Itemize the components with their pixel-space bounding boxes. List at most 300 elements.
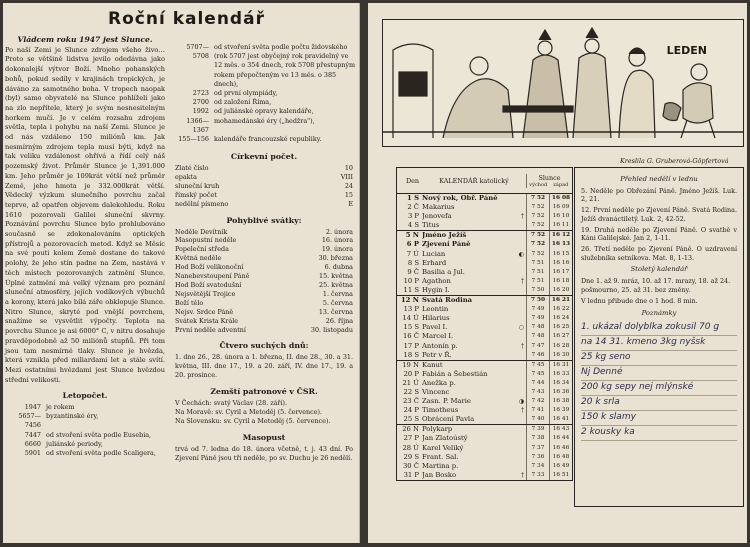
- kv-row: [175, 299, 353, 308]
- kv-row: [175, 263, 353, 272]
- sunrise: 7 52: [526, 203, 549, 212]
- day-label: 3 P: [407, 212, 419, 221]
- sunset: 16 30: [549, 351, 572, 360]
- calendar-row: [397, 268, 572, 277]
- saint-name: [422, 397, 526, 406]
- era-year: 6660: [24, 439, 41, 448]
- sunrise: 7 34: [526, 462, 549, 471]
- header-day: Den: [405, 176, 419, 185]
- sunset: 16 21: [549, 296, 572, 305]
- prehled-item: 5. Neděle po Obřezání Páně. Jméno Ježíš. Luk. 2, 21.: [581, 186, 737, 204]
- saint-name-text: Anežka p.: [422, 378, 456, 387]
- saint-name-text: Zasn. P. Marie: [422, 397, 471, 406]
- calendar-week: [397, 194, 572, 231]
- day-label: 16 Č: [402, 332, 419, 341]
- saint-name-text: Lucian: [422, 249, 446, 258]
- cirkevni-value: 24: [344, 181, 353, 190]
- poznamky-heading: Poznámky: [641, 309, 677, 318]
- calendar-row: [397, 203, 572, 212]
- saint-name-text: Jan Zlatoústý: [422, 434, 468, 443]
- day-label: 21 Ú: [402, 378, 419, 387]
- sunset: 16 48: [549, 453, 572, 462]
- prehled-item: 12. První neděle po Zjevení Páně. Svatá Rodina. Ježíš dvanáctiletý. Luk. 2, 42-52.: [581, 206, 737, 223]
- era-year: 1366—1367: [186, 116, 209, 134]
- day-label: 5 N: [405, 231, 419, 240]
- patron-line: V Čechách: svatý Václav (28. září).: [175, 399, 288, 408]
- calendar-row: [397, 259, 572, 268]
- letopocet-heading: Letopočet.: [62, 391, 108, 401]
- saint-name: [422, 221, 526, 230]
- sunrise: 7 41: [526, 406, 549, 415]
- sunset: 16 44: [549, 434, 572, 443]
- calendar-row: [397, 332, 572, 341]
- saint-name: [422, 286, 526, 295]
- sunrise: 7 45: [526, 370, 549, 379]
- calendar-row: [397, 462, 572, 471]
- kv-row: [175, 228, 353, 237]
- handwritten-line: na 14 31. kmeno 3kg nyšsk: [581, 336, 737, 351]
- calendar-row: [397, 250, 572, 259]
- sunset: 16 24: [549, 314, 572, 323]
- saint-name-text: Petr v Ř.: [422, 350, 452, 359]
- saint-name-text: Svatá Rodina: [422, 296, 473, 305]
- cirkevni-value: VIII: [340, 172, 353, 181]
- saint-name: [422, 370, 526, 379]
- saint-name: [422, 194, 526, 203]
- sunset: 16 51: [549, 471, 572, 480]
- calendar-symbol-icon: †: [521, 342, 524, 350]
- sunrise: 7 52: [526, 194, 549, 203]
- january-illustration: [383, 20, 743, 146]
- era-text: od založení Říma,: [214, 98, 272, 107]
- era-year: 1992: [192, 107, 209, 116]
- sunset: 16 39: [549, 406, 572, 415]
- handwritten-line: 25 kg seno: [581, 351, 737, 366]
- era-left-list: [5, 403, 165, 458]
- cirkevni-list: [175, 164, 353, 209]
- day-label: 10 P: [403, 276, 419, 285]
- sunrise: 7 51: [526, 259, 549, 268]
- sunrise: 7 52: [526, 240, 549, 249]
- era-row: [173, 43, 357, 89]
- ruler-text: Po naší Zemi je Slunce zdrojem všeho živo… Proto se většině lidstva jevilo odedávna jako dokonalejší výtvor Boží. Mnoho pohanských bohů, pokud sedíly v krajinách tropických, je dáváno za samotného boha. V tropech naopak (byl) samo obyvatelé na Slunce pohlíželi jako na zlo nepřítele, který je svým nesnesitelným horkem mučí. Je v celém rozsahu zdrojem světla, tepla i pohybu na naší Zemi. Slunce je od nás vzdáleno 150 miliónů km. Jak nesmírným zdrojem tepla musí býti, když na tak veliku vzdálenost ohřívá a řídí celý náš pozemský život. Průměr Slunce je 1,391.000 km. Jeho průměr je 109krát větší než průměr Země, jeho hmota je 332.000krát větší. Vědecký výzkum slunečního povrchu začal teprve, až opatřen objevem dalekohledu. Roku 1610 pozorovali Galilei sluneční skvrny. Poznávání povrchu Slunce bylo prohlubováno současně se zdokonalováním optických přístrojů a pozorovacích metod. Když se Měsíc na své pouti kolem Země dostane do takové polohy, že jeho stín padne na Zem, nastává v těch místech pozorovaných zatmění Slunce. Úplné zatmění má velký význam pro poznání sluneční atmosféry, jejích vodíkových výbuchů a korony, která jako bílá záře obklopuje Slunce. Nitro Slunce, skryté pod vnější povrchem, snažíme se vysvětlit výpočty. Teplota na povrchu Slunce je asi 6000° C, v nitru dosahuje pravděpodobně až 50 miliónů stupňů. Při tom jsou tam nesmírné tlaky. Slunce je hvězda, která vznikla před miliardami let a stále svítí. Mezi ostatními hvězdami jest Slunce hvězdou střední velikosti.: [5, 45, 165, 384]
- sunset: 16 33: [549, 370, 572, 379]
- saint-name: [422, 406, 526, 415]
- era-text: od první olympiády,: [214, 89, 278, 98]
- saint-name: [422, 296, 526, 305]
- sunrise: 7 42: [526, 397, 549, 406]
- day-label: 15 S: [403, 323, 419, 332]
- sunrise: 7 36: [526, 453, 549, 462]
- saint-name: [422, 444, 526, 453]
- svatky-label: Nejsv. Srdce Páně: [175, 307, 234, 316]
- kv-row: [175, 272, 353, 281]
- cirkevni-label: epakta: [175, 172, 197, 181]
- sunset: 16 49: [549, 462, 572, 471]
- saint-name-text: Pavel I.: [422, 323, 448, 332]
- calendar-row: [397, 434, 572, 443]
- sunset: 16 34: [549, 379, 572, 388]
- day-label: 19 N: [402, 360, 419, 369]
- saint-name: [422, 351, 526, 360]
- sunset: 16 13: [549, 240, 572, 249]
- era-row: [173, 135, 357, 144]
- calendar-row: [397, 415, 572, 424]
- era-year: 2723: [192, 89, 209, 98]
- sunrise: 7 48: [526, 332, 549, 341]
- sunset: 16 27: [549, 332, 572, 341]
- saint-name: [422, 453, 526, 462]
- era-row: [173, 107, 357, 116]
- era-year: 5707—5708: [186, 43, 209, 61]
- saint-name: [422, 240, 526, 249]
- kv-row: [175, 200, 353, 209]
- calendar-row: [397, 296, 572, 305]
- saint-name-text: Obrácení Pavla: [422, 415, 475, 424]
- sunset: 16 11: [549, 221, 572, 230]
- saint-name-text: Antonín p.: [422, 341, 458, 350]
- month-title: LEDEN: [666, 44, 707, 57]
- patron-line: Na Moravě: sv. Cyril a Metoděj (5. července).: [175, 408, 323, 417]
- calendar-header: [397, 168, 572, 194]
- saint-name-text: Hilarius: [422, 314, 450, 323]
- calendar-row: [397, 305, 572, 314]
- day-label: 22 S: [403, 387, 419, 396]
- kv-row: [175, 317, 353, 326]
- sunset: 16 08: [549, 194, 572, 203]
- svatky-value: 19. února: [321, 245, 353, 254]
- day-label: 9 Č: [407, 267, 419, 276]
- sunrise: 7 47: [526, 342, 549, 351]
- sunset: 16 18: [549, 277, 572, 286]
- sunrise: 7 52: [526, 231, 549, 240]
- calendar-symbol-icon: ◑: [518, 398, 524, 406]
- era-text: od stvoření světa podle počtu židovského (rok 5707 jest obyčejný rok pravidelný ve 12 měs. o 354 dnech, rok 5708 přestupným rokem přepočteným ve 13 měs. o 385 dnech),: [214, 43, 356, 88]
- sunset: 16 36: [549, 388, 572, 397]
- day-label: 2 Č: [407, 203, 419, 212]
- sunrise: 7 50: [526, 296, 549, 305]
- era-row: [5, 403, 165, 412]
- kv-row: [175, 191, 353, 200]
- saint-name-text: Jméno Ježíš: [422, 231, 467, 240]
- cirkevni-value: 15: [344, 190, 353, 199]
- day-label: 24 P: [403, 406, 419, 415]
- calendar-row: [397, 370, 572, 379]
- svatky-value: 26. října: [325, 316, 353, 325]
- saint-name-text: Erhard: [422, 258, 447, 267]
- saint-name-text: Hygin I.: [422, 285, 450, 294]
- calendar-symbol-icon: †: [521, 213, 524, 221]
- day-label: 12 N: [400, 296, 419, 305]
- day-label: 28 Ú: [402, 443, 419, 452]
- saint-name-text: Marcel I.: [422, 332, 454, 341]
- sunrise: 7 44: [526, 379, 549, 388]
- sunrise: 7 40: [526, 415, 549, 424]
- saint-name-text: Frant. Sal.: [422, 452, 459, 461]
- saint-name: [422, 415, 526, 424]
- saint-name-text: Zjevení Páně: [422, 240, 471, 249]
- sunset: 16 46: [549, 444, 572, 453]
- calendar-row: [397, 397, 572, 406]
- kv-row: [175, 245, 353, 254]
- calendar-symbol-icon: ◐: [518, 250, 524, 258]
- svatky-label: Masopustní neděle: [175, 236, 237, 245]
- handwritten-line: 200 kg sepy nej mlýnské: [581, 381, 737, 396]
- saint-name: [422, 259, 526, 268]
- handwritten-line: 1. ukázal dolyblka zokusil 70 g: [581, 321, 737, 336]
- svatky-label: Hod Boží velikonoční: [175, 263, 244, 272]
- svatky-label: Neděle Devítník: [175, 227, 228, 236]
- sunset: 16 31: [549, 361, 572, 370]
- day-label: 29 S: [403, 452, 419, 461]
- sunset: 16 20: [549, 286, 572, 295]
- calendar-symbol-icon: †: [521, 407, 524, 415]
- calendar-row: [397, 240, 572, 249]
- sunset: 16 09: [549, 203, 572, 212]
- sunrise: 7 51: [526, 268, 549, 277]
- era-row: [5, 412, 165, 430]
- masopust-heading: Masopust: [242, 432, 286, 442]
- calendar-week: [397, 296, 572, 361]
- calendar-row: [397, 471, 572, 480]
- sunrise: 7 38: [526, 434, 549, 443]
- kv-row: [175, 164, 353, 173]
- saint-name: [422, 388, 526, 397]
- sunrise: 7 43: [526, 388, 549, 397]
- sunrise: 7 33: [526, 471, 549, 480]
- handwritten-line: 150 k slamy: [581, 411, 737, 426]
- svatky-value: 25. května: [319, 280, 353, 289]
- den-text: V lednu přibude dne o 1 hod. 8 min.: [581, 297, 698, 306]
- saint-name-text: Karel Veliký: [422, 443, 464, 452]
- calendar-row: [397, 342, 572, 351]
- saint-name: [422, 314, 526, 323]
- saint-name-text: Leontin: [422, 305, 449, 314]
- saint-name: [422, 462, 526, 471]
- era-row: [173, 89, 357, 98]
- svatky-label: Svátek Krista Krále: [175, 316, 239, 325]
- header-calendar: KALENDÁŘ katolický: [439, 176, 509, 185]
- calendar-row: [397, 286, 572, 295]
- saint-name-text: Timotheus: [422, 406, 459, 415]
- cirkevni-heading: Církevní počet.: [230, 152, 298, 161]
- kv-row: [175, 182, 353, 191]
- calendar-row: [397, 425, 572, 434]
- day-label: 8 S: [407, 258, 419, 267]
- sunrise: 7 52: [526, 250, 549, 259]
- sunset: 16 22: [549, 305, 572, 314]
- era-text: mohamedánské éry („hedžra"),: [214, 116, 315, 125]
- saint-name: [422, 379, 526, 388]
- day-label: 6 P: [406, 240, 419, 249]
- calendar-row: [397, 388, 572, 397]
- saint-name: [422, 250, 526, 259]
- era-right-list: [173, 43, 357, 144]
- saint-name-text: Makarius: [422, 203, 455, 212]
- svatky-label: Hod Boží svatodušní: [175, 280, 242, 289]
- handwritten-line: Nj Denné: [581, 366, 737, 381]
- ruler-heading: Vládcem roku 1947 jest Slunce.: [17, 35, 153, 44]
- cirkevni-label: sluneční kruh: [175, 181, 220, 190]
- era-year: 155—156: [178, 135, 209, 144]
- suche-heading: Čtvero suchých dnů:: [219, 341, 309, 351]
- calendar-row: [397, 221, 572, 230]
- era-row: [5, 431, 165, 440]
- era-text: kalendáře francouzské republiky.: [214, 135, 322, 144]
- cirkevni-label: Zlaté číslo: [175, 164, 209, 172]
- sunrise: 7 45: [526, 361, 549, 370]
- svatky-value: 30. listopadu: [310, 325, 353, 334]
- stolety-text: Dne 1. až 9. mráz, 10. až 17. mrazy, 18. až 24. pošmourno, 25. až 31. bez změny.: [581, 277, 731, 294]
- era-year: 5901: [24, 449, 41, 458]
- era-year: 5657—7456: [18, 412, 41, 430]
- saint-name-text: Polykarp: [422, 425, 453, 434]
- saint-name-text: Fabián a Šebestián: [422, 369, 488, 378]
- day-label: 30 Č: [402, 461, 419, 470]
- day-label: 25 S: [403, 415, 419, 424]
- svatky-value: 6. dubna: [324, 263, 353, 272]
- sunrise: 7 51: [526, 277, 549, 286]
- calendar-row: [397, 444, 572, 453]
- svatky-value: 16. února: [321, 236, 353, 245]
- day-label: 17 P: [403, 341, 419, 350]
- sunrise: 7 52: [526, 212, 549, 221]
- cirkevni-value: E: [348, 199, 353, 208]
- header-set: západ: [553, 181, 569, 188]
- saint-name: [422, 305, 526, 314]
- svatky-label: Popeleční středa: [175, 245, 229, 254]
- calendar-week: [397, 425, 572, 480]
- patroni-heading: Zemští patronové v ČSR.: [210, 387, 318, 397]
- middle-column: [175, 145, 353, 463]
- saint-name-text: Vincenc: [422, 387, 450, 396]
- sunset: 16 43: [549, 425, 572, 434]
- saint-name: [422, 471, 526, 480]
- era-text: je rokem: [46, 403, 75, 412]
- saint-name: [422, 268, 526, 277]
- patron-line: Na Slovensku: sv. Cyril a Metoděj (5. července).: [175, 416, 331, 425]
- calendar-symbol-icon: †: [521, 277, 524, 285]
- illustration-banner: [382, 19, 744, 147]
- era-text: juliánské periody,: [46, 439, 103, 448]
- left-column: [5, 35, 165, 458]
- svatky-value: 5. června: [322, 298, 353, 307]
- saint-name: [422, 434, 526, 443]
- svatky-heading: Pohyblivé svátky:: [226, 215, 302, 225]
- era-row: [173, 98, 357, 107]
- day-label: 31 P: [403, 470, 419, 479]
- svatky-label: První neděle adventní: [175, 325, 246, 334]
- saint-name: [422, 231, 526, 240]
- prehled-list: [581, 187, 737, 263]
- day-label: 26 N: [402, 425, 419, 434]
- cirkevni-value: 10: [344, 164, 353, 172]
- calendar-row: [397, 453, 572, 462]
- patroni-list: [175, 399, 353, 426]
- svatky-label: Boží tělo: [175, 298, 204, 307]
- saint-name-text: Jenovefa: [422, 212, 452, 221]
- left-page: [3, 3, 360, 543]
- saint-name: [422, 323, 526, 332]
- era-text: byzantinské éry,: [46, 412, 99, 421]
- calendar-table: [396, 167, 573, 481]
- era-text: od juliánské opravy kalendáře,: [214, 107, 314, 116]
- day-label: 23 Č: [402, 397, 419, 406]
- handwritten-line: 2 kousky ka: [581, 426, 737, 441]
- masopust-text: trvá od 7. ledna do 18. února včetně, t. j. 43 dní. Po Zjevení Páně jsou tři neděle, po sv. Duchu je 26 nedělí.: [175, 444, 353, 462]
- calendar-row: [397, 323, 572, 332]
- sunset: 16 38: [549, 397, 572, 406]
- saint-name-text: Martina p.: [422, 461, 459, 470]
- right-page: [368, 3, 747, 543]
- day-label: 27 P: [403, 434, 419, 443]
- sunset: 16 41: [549, 415, 572, 424]
- calendar-row: [397, 314, 572, 323]
- sunset: 16 16: [549, 259, 572, 268]
- day-label: 4 S: [407, 221, 419, 230]
- era-year: 1947: [24, 403, 41, 412]
- svatky-label: Květná neděle: [175, 254, 222, 263]
- svatky-value: 30. března: [318, 254, 353, 263]
- sunrise: 7 39: [526, 425, 549, 434]
- day-label: 18 S: [403, 350, 419, 359]
- calendar-row: [397, 361, 572, 370]
- handwritten-line: 20 k srla: [581, 396, 737, 411]
- sunset: 16 25: [549, 323, 572, 332]
- sunset: 16 10: [549, 212, 572, 221]
- calendar-week: [397, 361, 572, 426]
- cirkevni-label: římský počet: [175, 190, 217, 199]
- sunrise: 7 49: [526, 305, 549, 314]
- calendar-body: [397, 194, 572, 480]
- saint-name: [422, 332, 526, 341]
- svatky-value: 13. června: [318, 307, 353, 316]
- calendar-row: [397, 351, 572, 360]
- header-sun: [526, 174, 572, 188]
- prehled-item: 26. Třetí neděle po Zjevení Páně. O uzdravení služebníka setníkova. Mat. 8, 1-13.: [581, 244, 737, 262]
- kv-row: [175, 281, 353, 290]
- calendar-row: [397, 212, 572, 221]
- illustration-credit: Kreslila G. Gruberová-Göpfertová: [620, 157, 729, 165]
- calendar-row: [397, 379, 572, 388]
- suche-text: 1. dne 26., 28. února a 1. března, II. dne 28., 30. a 31. května, III. dne 17., 19. a 20. září, IV. dne 17., 19. a 20. prosince.: [175, 353, 353, 380]
- era-year: 2700: [192, 98, 209, 107]
- svatky-list: [175, 228, 353, 335]
- prehled-item: 19. Druhá neděle po Zjevení Páně. O svatbě v Káni Galilejské. Jan 2, 1-11.: [581, 225, 737, 243]
- calendar-row: [397, 277, 572, 286]
- sunset: 16 12: [549, 231, 572, 240]
- calendar-row: [397, 406, 572, 415]
- sunrise: 7 49: [526, 314, 549, 323]
- sunset: 16 17: [549, 268, 572, 277]
- era-text: od stvoření světa podle Eusebia,: [46, 430, 152, 439]
- saint-name: [422, 342, 526, 351]
- kv-row: [175, 236, 353, 245]
- calendar-symbol-icon: †: [521, 471, 524, 479]
- calendar-row: [397, 231, 572, 240]
- saint-name-text: Agathon: [422, 276, 451, 285]
- handwritten-notes: [581, 321, 737, 441]
- saint-name-text: Titus: [422, 221, 440, 230]
- page-title: Roční kalendář: [108, 9, 265, 29]
- era-text: od stvoření světa podle Scaligera,: [46, 449, 156, 458]
- saint-name-text: Basilia a Jul.: [422, 267, 465, 276]
- svatky-label: Nejsvětější Trojice: [175, 289, 236, 298]
- day-label: 13 P: [403, 305, 419, 314]
- saint-name: [422, 203, 526, 212]
- saint-name-text: Nový rok, Obř. Páně: [422, 194, 498, 202]
- prehled-heading: Přehled nedělí v lednu: [620, 175, 698, 183]
